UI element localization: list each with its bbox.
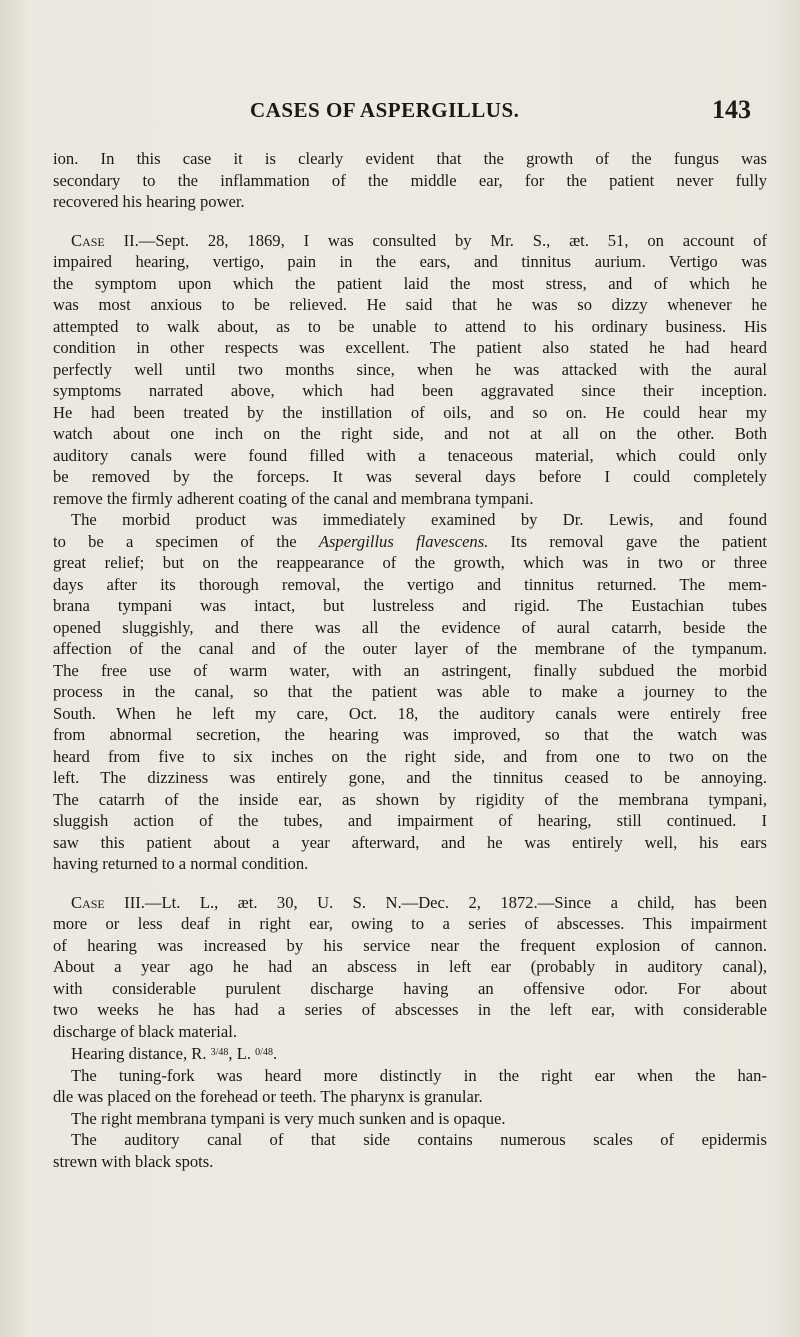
text-line: from abnormal secretion, the hearing was improved, so that the watch was (53, 725, 767, 744)
text-line: He had been treated by the instillation of oils, and so on. He could hear my (53, 402, 767, 422)
text-line: be removed by the forceps. It was several days before I could completely (53, 467, 767, 486)
text-line: to be a specimen of the Aspergillus flavescens. Its removal gave the patient (53, 531, 767, 551)
text-line: two weeks he has had a series of abscesses in the left ear, with considerable (53, 1000, 767, 1019)
running-head: CASES OF ASPERGILLUS. (250, 98, 520, 122)
text-line: The tuning-fork was heard more distinctly in the right ear when the han- (71, 1065, 767, 1085)
text-line: perfectly well until two months since, when he was attacked with the aural (53, 359, 767, 379)
page-body (53, 148, 767, 1172)
text-line: secondary to the inflammation of the middle ear, for the patient never fully (53, 170, 767, 190)
text-line: of hearing was increased by his service near the frequent explosion of cannon. (53, 935, 767, 955)
text-line: impaired hearing, vertigo, pain in the ears, and tinnitus aurium. Vertigo was (53, 252, 767, 271)
text-line: attempted to walk about, as to be unable to attend to his ordinary business. His (53, 316, 767, 336)
text-line: strewn with black spots. (53, 1151, 214, 1171)
text-line: remove the firmly adherent coating of the canal and membrana tympani. (53, 488, 534, 508)
text-line: was most anxious to be relieved. He said that he was so dizzy whenever he (53, 295, 767, 314)
text-line: The morbid product was immediately examined by Dr. Lewis, and found (71, 510, 767, 529)
paragraph-continuation (53, 148, 767, 213)
page-number: 143 (712, 95, 751, 124)
text-line: days after its thorough removal, the vertigo and tinnitus returned. The mem- (53, 574, 767, 594)
text-line: left. The dizziness was entirely gone, and the tinnitus ceased to be annoying. (53, 768, 767, 787)
text-line: The catarrh of the inside ear, as shown by rigidity of the membrana tympani, (53, 789, 767, 809)
case-two-continued-paragraph (53, 509, 767, 875)
hearing-distance-line: Hearing distance, R. $^{3/48}$, L. $^{0/48}$. (71, 1044, 278, 1063)
text-line: The auditory canal of that side contains numerous scales of epidermis (71, 1130, 767, 1149)
text-line: watch about one inch on the right side, and not at all on the other. Both (53, 424, 767, 443)
text-line: with considerable purulent discharge having an offensive odor. For about (53, 978, 767, 998)
text-line: South. When he left my care, Oct. 18, the auditory canals were entirely free (53, 703, 767, 723)
text-line: dle was placed on the forehead or teeth. The pharynx is granular. (53, 1087, 483, 1106)
text-line: condition in other respects was excellent. The patient also stated he had heard (53, 338, 767, 357)
text-line: brana tympani was intact, but lustreless and rigid. The Eustachian tubes (53, 596, 767, 615)
text-line: symptoms narrated above, which had been aggravated since their inception. (53, 381, 767, 400)
text-line: the symptom upon which the patient laid the most stress, and of which he (53, 273, 767, 293)
text-line: Case III.—Lt. L., æt. 30, U. S. N.—Dec. 2, 1872.—Since a child, has been (71, 892, 767, 912)
case-three-paragraph (53, 892, 767, 1043)
text-line: The free use of warm water, with an astringent, finally subdued the morbid (53, 660, 767, 680)
species-name: Aspergillus flavescens. (318, 531, 489, 551)
text-line: heard from five to six inches on the right side, and from one to two on the (53, 746, 767, 766)
text-line: ion. In this case it is clearly evident that the growth of the fungus was (53, 149, 767, 168)
text-line: sluggish action of the tubes, and impairment of hearing, still continued. I (53, 811, 767, 830)
text-line: more or less deaf in right ear, owing to a series of abscesses. This impairment (53, 914, 767, 933)
text-line: saw this patient about a year afterward, and he was entirely well, his ears (53, 832, 767, 852)
page-header (0, 95, 800, 128)
text-line: About a year ago he had an abscess in left ear (probably in auditory canal), (53, 957, 767, 976)
text-line: opened sluggishly, and there was all the evidence of aural catarrh, beside the (53, 617, 767, 637)
text-line: process in the canal, so that the patient was able to make a journey to the (53, 682, 767, 701)
text-line: Case II.—Sept. 28, 1869, I was consulted by Mr. S., æt. 51, on account of (71, 230, 767, 250)
text-line: recovered his hearing power. (53, 192, 245, 211)
text-line: The right membrana tympani is very much sunken and is opaque. (71, 1108, 506, 1128)
text-line: discharge of black material. (53, 1021, 237, 1041)
case-two-paragraph (53, 230, 767, 510)
text-line: having returned to a normal condition. (53, 854, 309, 873)
text-line: affection of the canal and of the outer layer of the membrane of the tympanum. (53, 639, 767, 658)
fraction-left: 0/48 (255, 1047, 273, 1058)
text-line: great relief; but on the reappearance of the growth, which was in two or three (53, 553, 767, 572)
text-line: auditory canals were found filled with a tenaceous material, which could only (53, 445, 767, 465)
fraction-right: 3/48 (210, 1047, 229, 1058)
case-three-continued-paragraph (53, 1065, 767, 1173)
